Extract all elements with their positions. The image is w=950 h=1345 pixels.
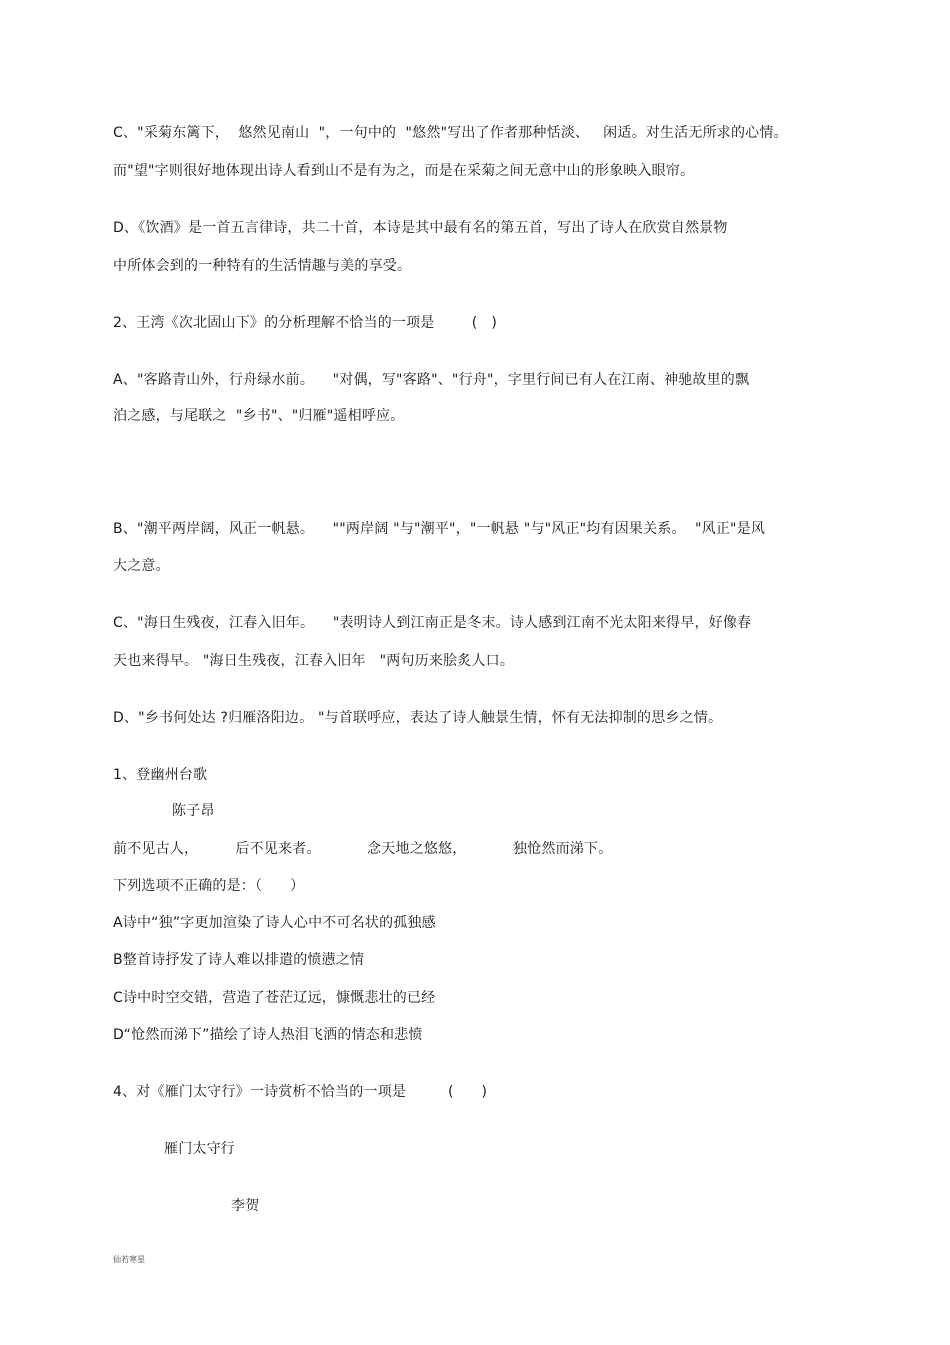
option-d-line-2: 中所体会到的一种特有的生活情趣与美的享受。	[113, 258, 412, 274]
poem-title-4: 雁门太守行	[164, 1141, 235, 1157]
option-c-line-2: 而"望"字则很好地体现出诗人看到山不是有为之，而是在采菊之间无意中山的形象映入眼帘。	[113, 163, 695, 179]
q2-option-c-line-1: C、"海日生残夜，江春入旧年。 "表明诗人到江南正是冬末。诗人感到江南不光太阳来得早，好像春	[113, 615, 752, 631]
q2-option-a-line-1: A、"客路青山外，行舟绿水前。 "对偶，写"客路"、"行舟"，字里行间已有人在江南、神驰故里的飘	[113, 372, 750, 388]
q2-option-a-line-2: 泊之感，与尾联之 "乡书"、"归雁"遥相呼应。	[113, 408, 405, 424]
q2-option-b-line-1: B、"潮平两岸阔，风正一帆悬。 ""两岸阔 "与"潮平"，"一帆悬 "与"风正"均有因果关系。 "风正"是风	[113, 521, 766, 537]
page-footer: 仙若寒星	[113, 1255, 145, 1264]
question-4-stem: 4、对《雁门太守行》一诗赏析不恰当的一项是 ( )	[113, 1084, 488, 1100]
q1-option-b: B整首诗抒发了诗人难以排遣的愤懑之情	[113, 952, 365, 968]
poem-author-4: 李贺	[231, 1198, 260, 1214]
poem-title-1: 1、登幽州台歌	[113, 767, 208, 783]
question-2-stem: 2、王湾《次北固山下》的分析理解不恰当的一项是 ( )	[113, 315, 497, 331]
q1-option-c: C诗中时空交错，营造了苍茫辽远，慷慨悲壮的已经	[113, 990, 436, 1006]
q2-option-d-line-1: D、"乡书何处达 ?归雁洛阳边。 "与首联呼应，表达了诗人触景生情，怀有无法抑制的思乡之情。	[113, 710, 723, 726]
q2-option-b-line-2: 大之意。	[113, 558, 170, 574]
q1-option-a: A诗中“独”字更加渲染了诗人心中不可名状的孤独感	[113, 915, 436, 931]
poem-author-1: 陈子昂	[172, 803, 215, 819]
poem-verse-1: 前不见古人， 后不见来者。 念天地之悠悠， 独怆然而涕下。	[113, 841, 613, 857]
q1-option-d: D“怆然而涕下”描绘了诗人热泪飞洒的情态和悲愤	[113, 1027, 423, 1043]
option-d-line-1: D、《饮酒》是一首五言律诗，共二十首，本诗是其中最有名的第五首，写出了诗人在欣赏自然景物	[113, 220, 728, 236]
option-c-line-1: C、"采菊东篱下， 悠然见南山 "，一句中的 "悠然"写出了作者那种恬淡、 闲适。对生活无所求的心情。	[113, 125, 788, 141]
q2-option-c-line-2: 天也来得早。 "海日生残夜，江春入旧年 "两句历来脍炙人口。	[113, 653, 515, 669]
question-1-stem: 下列选项不正确的是：（ ）	[113, 878, 305, 894]
